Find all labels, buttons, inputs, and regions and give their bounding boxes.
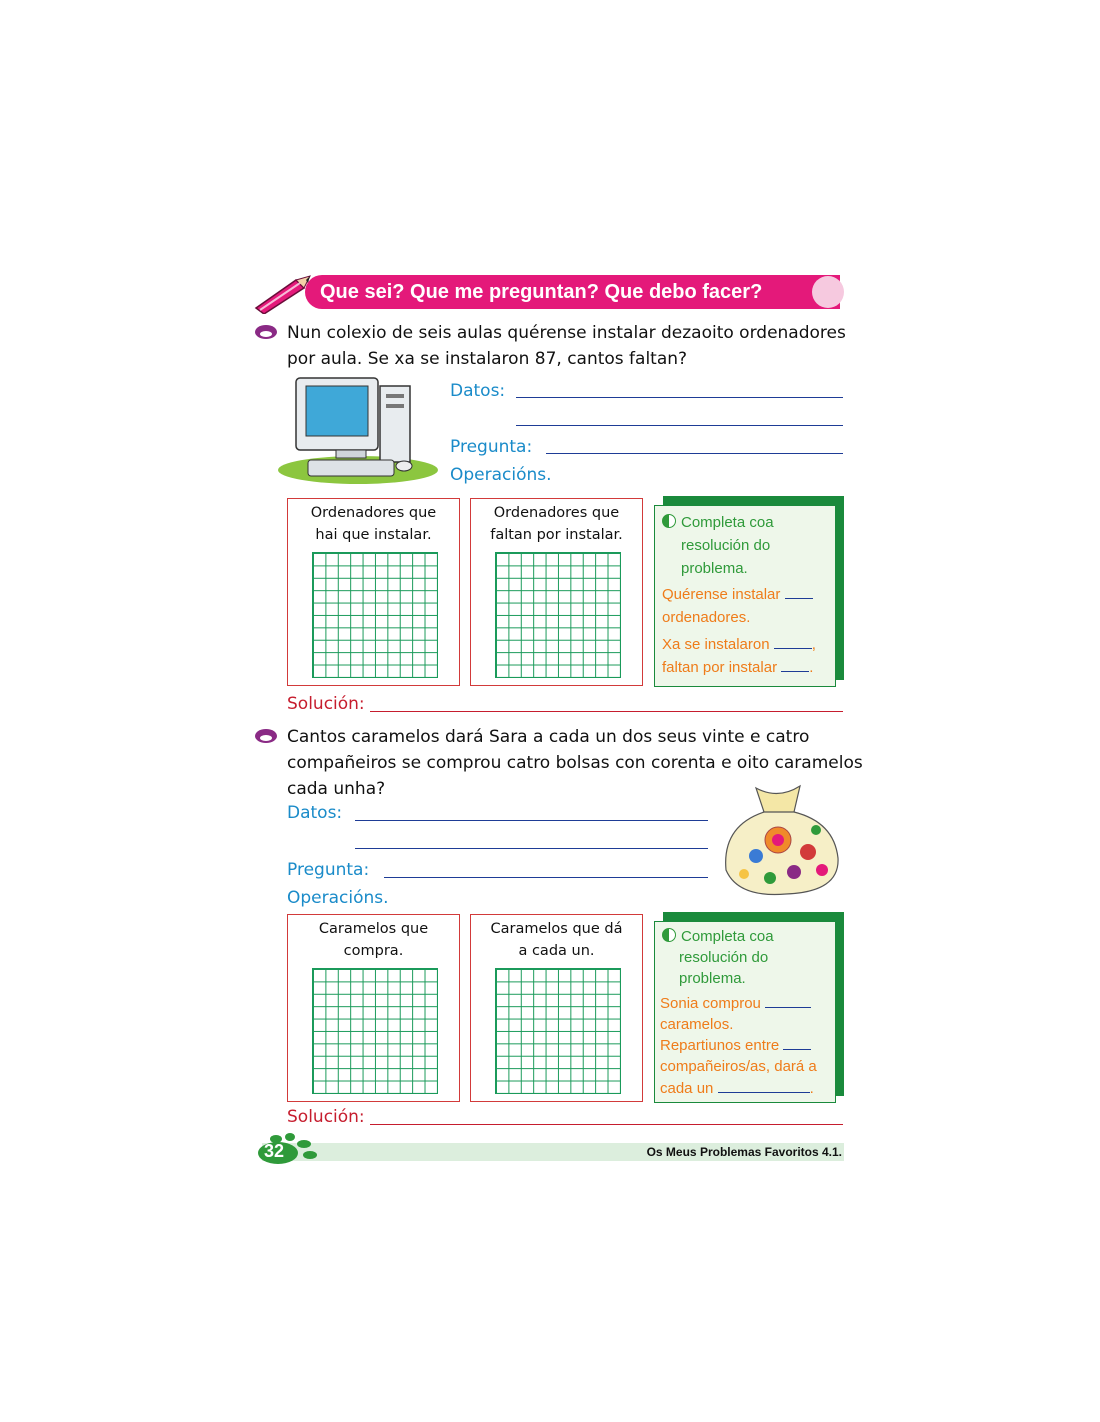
problem2-operacions-label: Operacións. [287,888,389,908]
panel-line2: ordenadores. [662,609,751,626]
panel-line4: compañeiros/as, dará a [660,1058,817,1075]
bullet-icon [254,728,278,747]
blank-field[interactable] [785,584,813,599]
problem2-question-line1: Cantos caramelos dará Sara a cada un dos seus vinte e catro [287,727,810,747]
problem1-pregunta-label: Pregunta: [450,437,533,457]
header-pencil-icon [252,274,312,318]
panel-line1: Quérense instalar [662,583,813,606]
page-number: 32 [264,1141,285,1161]
panel-intro-line3: problema. [681,560,748,577]
blank-field[interactable] [774,634,812,649]
box-label-line2: hai que instalar. [315,527,432,543]
panel-line2: caramelos. [660,1016,734,1033]
half-circle-icon [662,928,676,942]
problem1-question-line1: Nun colexio de seis aulas quérense instalar dezaoito ordenadores [287,323,846,343]
panel-intro-line2: resolución do [679,949,769,966]
problem2-question-line2: compañeiros se comprou catro bolsas con corenta e oito caramelos [287,753,863,773]
problem2-datos-line2[interactable] [355,848,708,849]
panel-line3: Xa se instalaron , [662,636,816,653]
half-circle-icon [662,514,676,528]
blank-field[interactable] [783,1035,811,1050]
computer-illustration [278,374,440,490]
problem1-solucion-label: Solución: [287,694,365,714]
problem1-grid2[interactable] [495,552,621,678]
problem1-box-hai-que-instalar [287,498,460,686]
box-label-line2: compra. [343,943,404,959]
blank-field[interactable] [781,657,809,672]
problem2-solucion-label: Solución: [287,1107,365,1127]
problem2-grid2[interactable] [495,968,621,1094]
panel-line5: cada un . [660,1080,814,1097]
panel-intro-line1: Completa coa [662,925,774,948]
box-label-line1: Ordenadores que [493,505,620,521]
panel-intro-line3: problema. [679,970,746,987]
problem1-pregunta-line[interactable] [546,453,843,454]
box-label-line2: faltan por instalar. [490,527,623,543]
problem2-solucion-line[interactable] [370,1124,843,1125]
header-banner-end [812,276,844,308]
footer-book-title: Os Meus Problemas Favoritos 4.1. [646,1145,842,1159]
panel-line3: Repartiunos entre [660,1034,811,1057]
box-label-line1: Caramelos que [318,921,429,937]
box-label-line1: Ordenadores que [310,505,437,521]
blank-field[interactable] [765,993,811,1008]
problem2-datos-label: Datos: [287,803,343,823]
problem2-pregunta-line[interactable] [384,877,708,878]
problem1-grid1[interactable] [312,552,438,678]
box-label-line2: a cada un. [518,943,595,959]
problem1-question-line2: por aula. Se xa se instalaron 87, cantos faltan? [287,349,688,369]
problem2-question-line3: cada unha? [287,779,386,799]
problem2-grid1[interactable] [312,968,438,1094]
blank-field[interactable] [718,1078,810,1093]
problem2-pregunta-label: Pregunta: [287,860,370,880]
panel-intro-line2: resolución do [681,537,771,554]
problem1-completion-panel [654,505,836,687]
problem1-box-faltan-por-instalar [470,498,643,686]
problem2-box-caramelos-a-cada-un [470,914,643,1102]
panel-intro-line1: Completa coa [662,511,774,534]
problem1-operacions-label: Operacións. [450,465,552,485]
box-label-line1: Caramelos que dá [490,921,623,937]
panel-line1: Sonia comprou [660,992,811,1015]
problem1-datos-line1[interactable] [516,397,843,398]
problem1-datos-line2[interactable] [516,425,843,426]
candy-bag-illustration [716,782,848,904]
page-title: Que sei? Que me preguntan? Que debo facer? [320,281,763,303]
problem2-completion-panel [654,921,836,1103]
bullet-icon [254,324,278,343]
problem1-datos-label: Datos: [450,381,506,401]
panel-line4: faltan por instalar . [662,659,814,676]
problem2-box-caramelos-que-compra [287,914,460,1102]
problem1-solucion-line[interactable] [370,711,843,712]
problem2-datos-line1[interactable] [355,820,708,821]
